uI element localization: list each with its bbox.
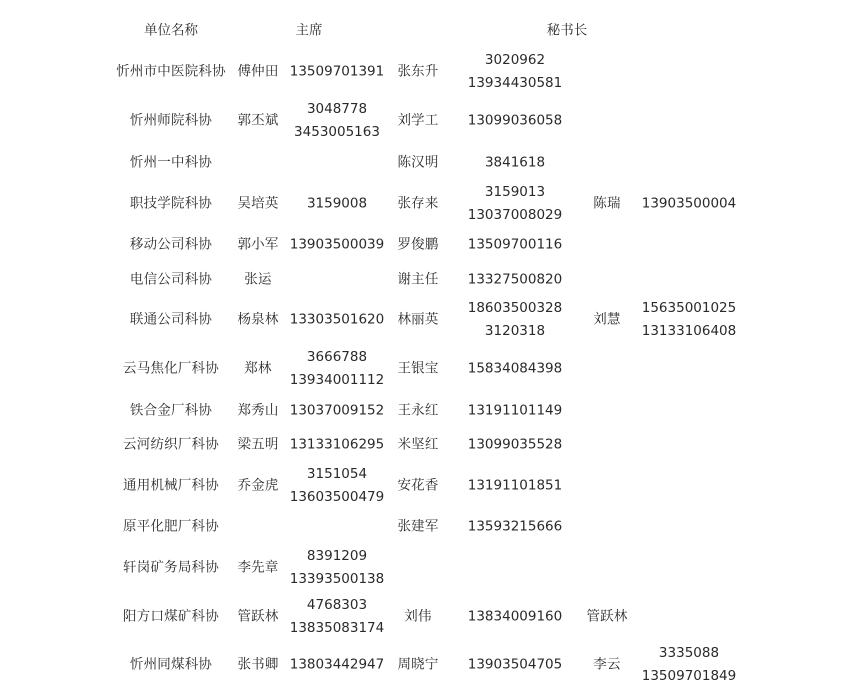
cell-unit	[123, 516, 219, 539]
phone-number: 13903500004	[641, 195, 737, 212]
cell-text: 张运	[244, 271, 272, 288]
phone-number: 13603500479	[289, 489, 385, 505]
phone-number: 3841618	[484, 154, 546, 171]
cell-chair-name	[237, 434, 278, 457]
cell-text: 郭小军	[237, 236, 279, 253]
cell-chair-phone	[290, 61, 384, 84]
cell-text: 忻州市中医院科协	[116, 63, 226, 80]
cell-vice-phone	[642, 297, 736, 343]
cell-unit	[123, 557, 219, 580]
cell-unit	[130, 193, 212, 216]
cell-sec-phone	[468, 654, 562, 677]
cell-text: 忻州师院科协	[129, 112, 213, 129]
cell-chair-phone	[290, 434, 384, 457]
cell-sec-phone	[468, 49, 562, 95]
phone-number: 3666788	[306, 349, 368, 365]
phone-number: 13037009152	[289, 402, 385, 419]
cell-chair-name	[237, 400, 278, 423]
cell-unit	[123, 606, 219, 629]
cell-text: 杨泉林	[237, 311, 279, 328]
cell-text: 管跃林	[237, 608, 279, 625]
cell-sec-phone	[468, 516, 562, 539]
cell-text: 王永红	[397, 402, 439, 419]
cell-text: 乔金虎	[237, 477, 279, 494]
cell-sec-phone	[468, 400, 562, 423]
cell-text: 刘伟	[404, 608, 432, 625]
phone-number: 3120318	[484, 323, 546, 339]
phone-number: 13834009160	[467, 608, 563, 625]
phone-number: 13934430581	[467, 75, 563, 91]
cell-sec-name	[397, 234, 438, 257]
cell-text: 移动公司科协	[129, 236, 213, 253]
cell-chair-name	[244, 358, 271, 381]
phone-number: 3048778	[306, 101, 368, 117]
cell-text: 吴培英	[237, 195, 279, 212]
phone-number: 3159013	[484, 184, 546, 200]
cell-text: 电信公司科协	[129, 271, 213, 288]
cell-chair-name	[237, 557, 278, 580]
cell-unit	[130, 110, 212, 133]
cell-text: 周晓宁	[397, 656, 439, 673]
cell-text: 铁合金厂科协	[129, 402, 213, 419]
header-chairman: 主席	[295, 22, 323, 39]
cell-text: 云马焦化厂科协	[123, 360, 219, 377]
cell-vice-name	[593, 193, 620, 216]
cell-sec-phone	[468, 434, 562, 457]
cell-text: 王银宝	[397, 360, 439, 377]
cell-sec-name	[397, 193, 438, 216]
cell-text: 职技学院科协	[129, 195, 213, 212]
phone-number: 13133106295	[289, 436, 385, 453]
cell-chair-phone	[290, 400, 384, 423]
cell-unit	[130, 400, 212, 423]
cell-vice-phone	[642, 642, 736, 688]
phone-number: 8391209	[306, 548, 368, 564]
phone-number: 4768303	[306, 597, 368, 613]
cell-text: 管跃林	[586, 608, 628, 625]
phone-number: 13327500820	[467, 271, 563, 288]
cell-sec-name	[397, 61, 438, 84]
cell-text: 傅仲田	[237, 63, 279, 80]
cell-vice-phone	[642, 193, 736, 216]
cell-sec-phone	[468, 606, 562, 629]
cell-sec-phone	[468, 358, 562, 381]
cell-sec-name	[397, 516, 438, 539]
phone-number: 13509701849	[641, 668, 737, 684]
cell-sec-name	[397, 152, 438, 175]
cell-text: 林丽英	[397, 311, 439, 328]
phone-number: 13037008029	[467, 207, 563, 223]
cell-chair-phone	[290, 309, 384, 332]
cell-chair-name	[237, 234, 278, 257]
cell-chair-name	[237, 309, 278, 332]
cell-chair-phone	[290, 545, 384, 591]
phone-number: 13803442947	[289, 656, 385, 673]
cell-sec-phone	[468, 475, 562, 498]
cell-text: 罗俊鹏	[397, 236, 439, 253]
phone-number: 13509701391	[289, 63, 385, 80]
cell-sec-phone	[468, 181, 562, 227]
phone-number: 3453005163	[294, 124, 380, 140]
cell-text: 郑秀山	[237, 402, 279, 419]
cell-unit	[123, 434, 219, 457]
cell-chair-name	[237, 61, 278, 84]
phone-number: 13934001112	[289, 372, 385, 388]
cell-unit	[130, 269, 212, 292]
cell-sec-phone	[485, 152, 545, 175]
phone-number: 13099035528	[467, 436, 563, 453]
cell-text: 陈瑞	[593, 195, 621, 212]
cell-chair-name	[237, 475, 278, 498]
phone-number: 13191101149	[467, 402, 563, 419]
cell-text: 轩岗矿务局科协	[123, 559, 219, 576]
cell-text: 联通公司科协	[129, 311, 213, 328]
cell-unit	[123, 475, 219, 498]
cell-chair-name	[237, 654, 278, 677]
phone-number: 3159008	[306, 195, 368, 212]
cell-unit	[130, 152, 212, 175]
phone-number: 13509700116	[467, 236, 563, 253]
cell-sec-name	[397, 309, 438, 332]
cell-vice-name	[586, 606, 627, 629]
phone-number: 3151054	[306, 466, 368, 482]
phone-number: 18603500328	[467, 300, 563, 316]
cell-chair-phone	[294, 98, 380, 144]
cell-text: 刘慧	[593, 311, 621, 328]
cell-text: 安花香	[397, 477, 439, 494]
cell-chair-phone	[290, 463, 384, 509]
cell-sec-name	[397, 269, 438, 292]
cell-text: 通用机械厂科协	[123, 477, 219, 494]
cell-vice-name	[593, 654, 620, 677]
cell-chair-name	[237, 110, 278, 133]
cell-text: 张东升	[397, 63, 439, 80]
phone-number: 13903504705	[467, 656, 563, 673]
cell-text: 李先章	[237, 559, 279, 576]
cell-text: 郑林	[244, 360, 272, 377]
cell-sec-name	[397, 110, 438, 133]
cell-text: 刘学工	[397, 112, 439, 129]
cell-sec-phone	[468, 234, 562, 257]
cell-vice-name	[593, 309, 620, 332]
cell-text: 米坚红	[397, 436, 439, 453]
cell-chair-name	[237, 606, 278, 629]
cell-sec-phone	[468, 269, 562, 292]
header-unit-name: 单位名称	[144, 22, 198, 39]
cell-unit	[130, 654, 212, 677]
phone-number: 13133106408	[641, 323, 737, 339]
cell-sec-name	[397, 400, 438, 423]
cell-chair-name	[244, 269, 271, 292]
cell-text: 云河纺织厂科协	[123, 436, 219, 453]
cell-text: 张建军	[397, 518, 439, 535]
header-secretary-general: 秘书长	[546, 22, 588, 39]
cell-chair-phone	[290, 234, 384, 257]
cell-chair-phone	[290, 594, 384, 640]
cell-text: 陈汉明	[397, 154, 439, 171]
cell-sec-phone	[468, 110, 562, 133]
cell-text: 谢主任	[397, 271, 439, 288]
cell-sec-name	[404, 606, 431, 629]
cell-chair-phone	[290, 346, 384, 392]
phone-number: 15635001025	[641, 300, 737, 316]
phone-number: 13835083174	[289, 620, 385, 636]
phone-number: 3020962	[484, 52, 546, 68]
phone-number: 3335088	[658, 645, 720, 661]
cell-text: 梁五明	[237, 436, 279, 453]
cell-chair-name	[237, 193, 278, 216]
phone-number: 13903500039	[289, 236, 385, 253]
phone-number: 15834084398	[467, 360, 563, 377]
cell-text: 阳方口煤矿科协	[123, 608, 219, 625]
phone-number: 13191101851	[467, 477, 563, 494]
cell-text: 李云	[593, 656, 621, 673]
cell-sec-phone	[468, 297, 562, 343]
cell-chair-phone	[290, 654, 384, 677]
cell-sec-name	[397, 654, 438, 677]
cell-sec-name	[397, 358, 438, 381]
cell-chair-phone	[307, 193, 367, 216]
cell-sec-name	[397, 475, 438, 498]
cell-unit	[116, 61, 226, 84]
phone-number: 13393500138	[289, 571, 385, 587]
cell-sec-name	[397, 434, 438, 457]
cell-text: 忻州同煤科协	[129, 656, 213, 673]
cell-text: 忻州一中科协	[129, 154, 213, 171]
cell-text: 郭丕斌	[237, 112, 279, 129]
cell-text: 张存来	[397, 195, 439, 212]
cell-unit	[123, 358, 219, 381]
cell-unit	[130, 234, 212, 257]
phone-number: 13593215666	[467, 518, 563, 535]
cell-text: 原平化肥厂科协	[123, 518, 219, 535]
phone-number: 13303501620	[289, 311, 385, 328]
cell-unit	[130, 309, 212, 332]
phone-number: 13099036058	[467, 112, 563, 129]
cell-text: 张书卿	[237, 656, 279, 673]
